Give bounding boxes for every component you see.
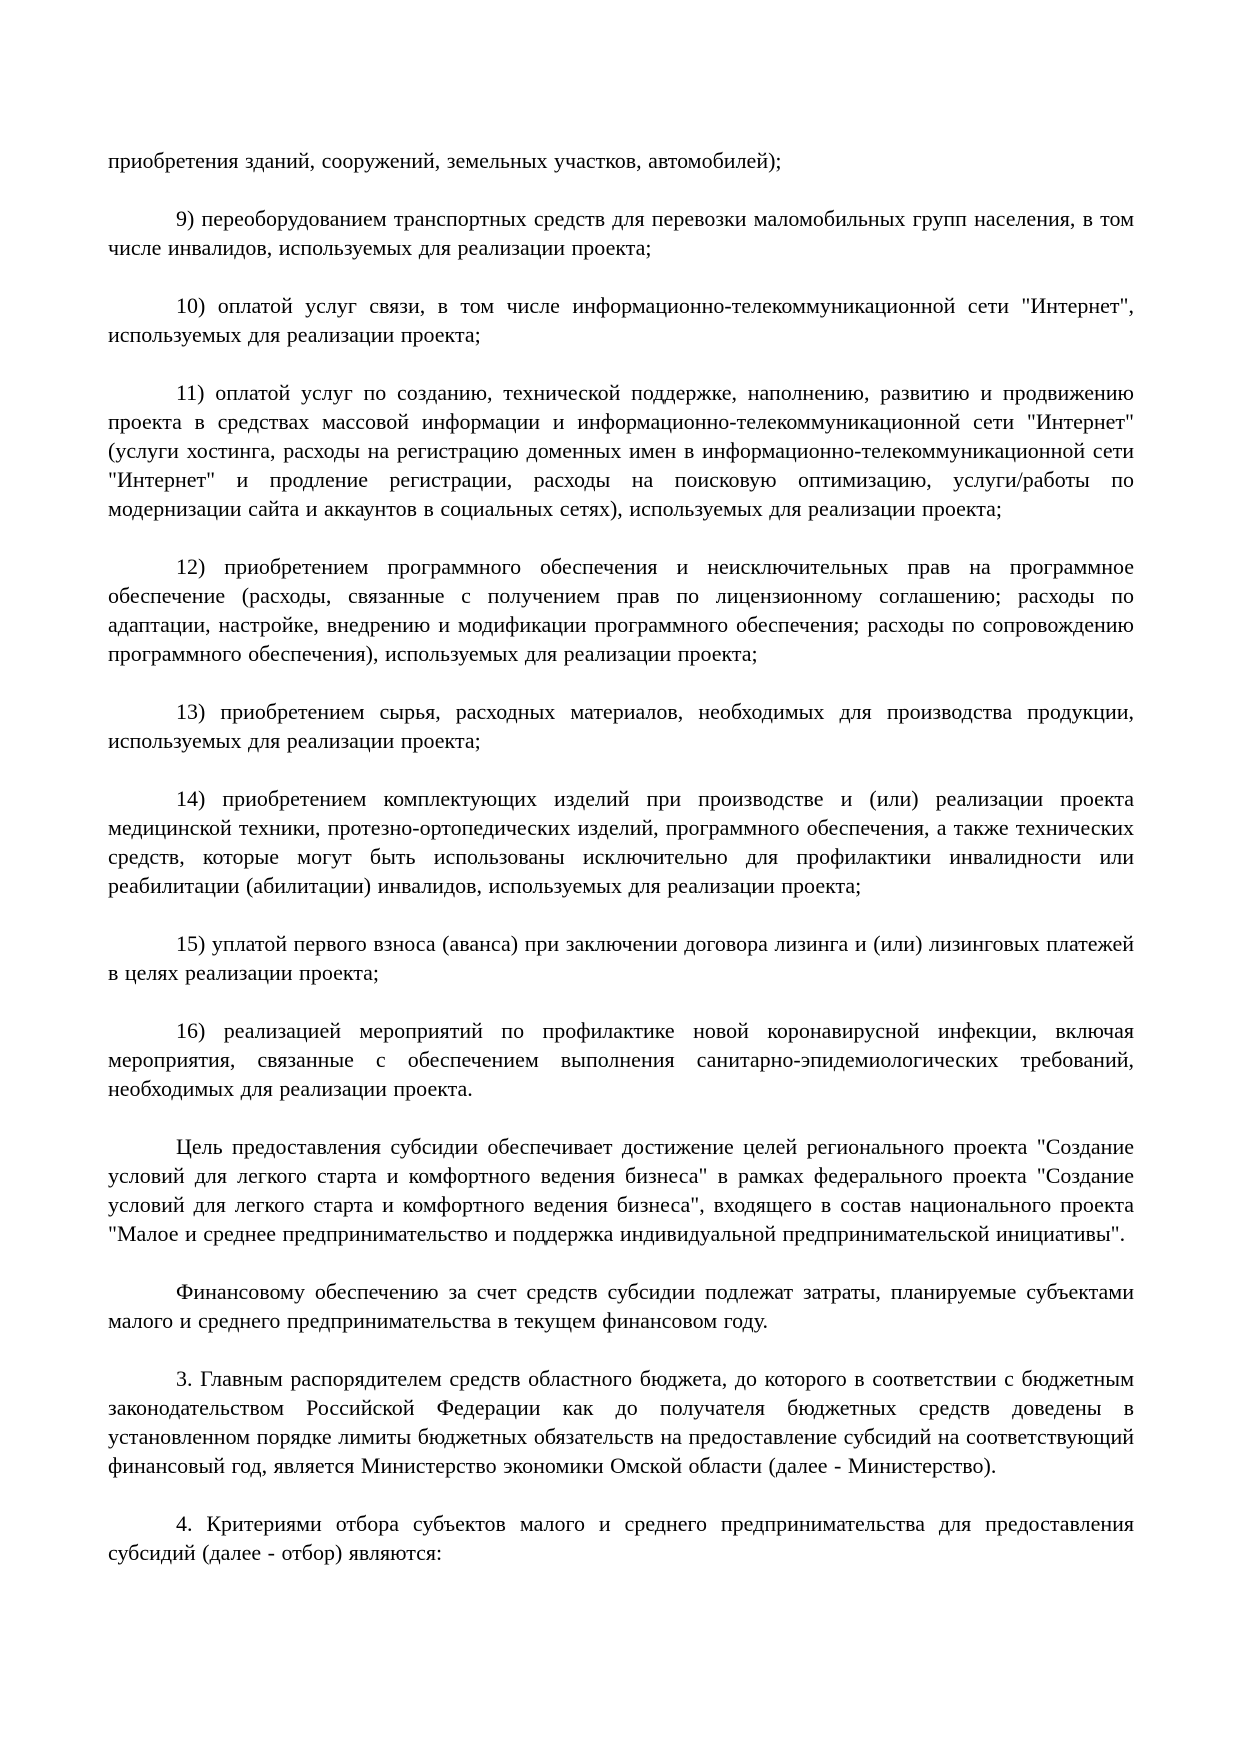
paragraph-item-11: 11) оплатой услуг по созданию, технической поддержке, наполнению, развитию и продвижению проекта в средствах массовой информации и информационно-телекоммуникационной сети "Интернет" (услуги хостинга, расходы на регистрацию доменных имен в информационно-телекоммуникационной сети "Интернет" и продление регистрации, расходы на поисковую оптимизацию, услуги/работы по модернизации сайта и аккаунтов в социальных сетях), используемых для реализации проекта;	[108, 380, 1134, 521]
paragraph-point-3: 3. Главным распорядителем средств областного бюджета, до которого в соответствии с бюджетным законодательством Российской Федерации как до получателя бюджетных средств доведены в установленном порядке лимиты бюджетных обязательств на предоставление субсидий на соответствующий финансовый год, является Министерство экономики Омской области (далее - Министерство).	[108, 1366, 1134, 1478]
paragraph-continuation: приобретения зданий, сооружений, земельных участков, автомобилей);	[108, 148, 782, 173]
paragraph-item-10: 10) оплатой услуг связи, в том числе информационно-телекоммуникационной сети "Интернет", используемых для реализации проекта;	[108, 293, 1134, 347]
paragraph-item-13: 13) приобретением сырья, расходных материалов, необходимых для производства продукции, используемых для реализации проекта;	[108, 699, 1134, 753]
paragraph-financing: Финансовому обеспечению за счет средств субсидии подлежат затраты, планируемые субъектами малого и среднего предпринимательства в текущем финансовом году.	[108, 1279, 1134, 1333]
document-text-body	[108, 146, 1134, 1567]
paragraph-item-9: 9) переоборудованием транспортных средств для перевозки маломобильных групп населения, в том числе инвалидов, используемых для реализации проекта;	[108, 206, 1134, 260]
paragraph-goal: Цель предоставления субсидии обеспечивает достижение целей регионального проекта "Создание условий для легкого старта и комфортного ведения бизнеса" в рамках федерального проекта "Создание условий для легкого старта и комфортного ведения бизнеса", входящего в состав национального проекта "Малое и среднее предпринимательство и поддержка индивидуальной предпринимательской инициативы".	[108, 1134, 1134, 1246]
paragraph-item-16: 16) реализацией мероприятий по профилактике новой коронавирусной инфекции, включая мероприятия, связанные с обеспечением выполнения санитарно-эпидемиологических требований, необходимых для реализации проекта.	[108, 1018, 1134, 1101]
paragraph-item-12: 12) приобретением программного обеспечения и неисключительных прав на программное обеспечение (расходы, связанные с получением прав по лицензионному соглашению; расходы по адаптации, настройке, внедрению и модификации программного обеспечения; расходы по сопровождению программного обеспечения), используемых для реализации проекта;	[108, 554, 1134, 666]
paragraph-point-4: 4. Критериями отбора субъектов малого и среднего предпринимательства для предоставления субсидий (далее - отбор) являются:	[108, 1511, 1134, 1565]
paragraph-item-15: 15) уплатой первого взноса (аванса) при заключении договора лизинга и (или) лизинговых платежей в целях реализации проекта;	[108, 931, 1134, 985]
paragraph-item-14: 14) приобретением комплектующих изделий при производстве и (или) реализации проекта медицинской техники, протезно-ортопедических изделий, программного обеспечения, а также технических средств, которые могут быть использованы исключительно для профилактики инвалидности или реабилитации (абилитации) инвалидов, используемых для реализации проекта;	[108, 786, 1134, 898]
